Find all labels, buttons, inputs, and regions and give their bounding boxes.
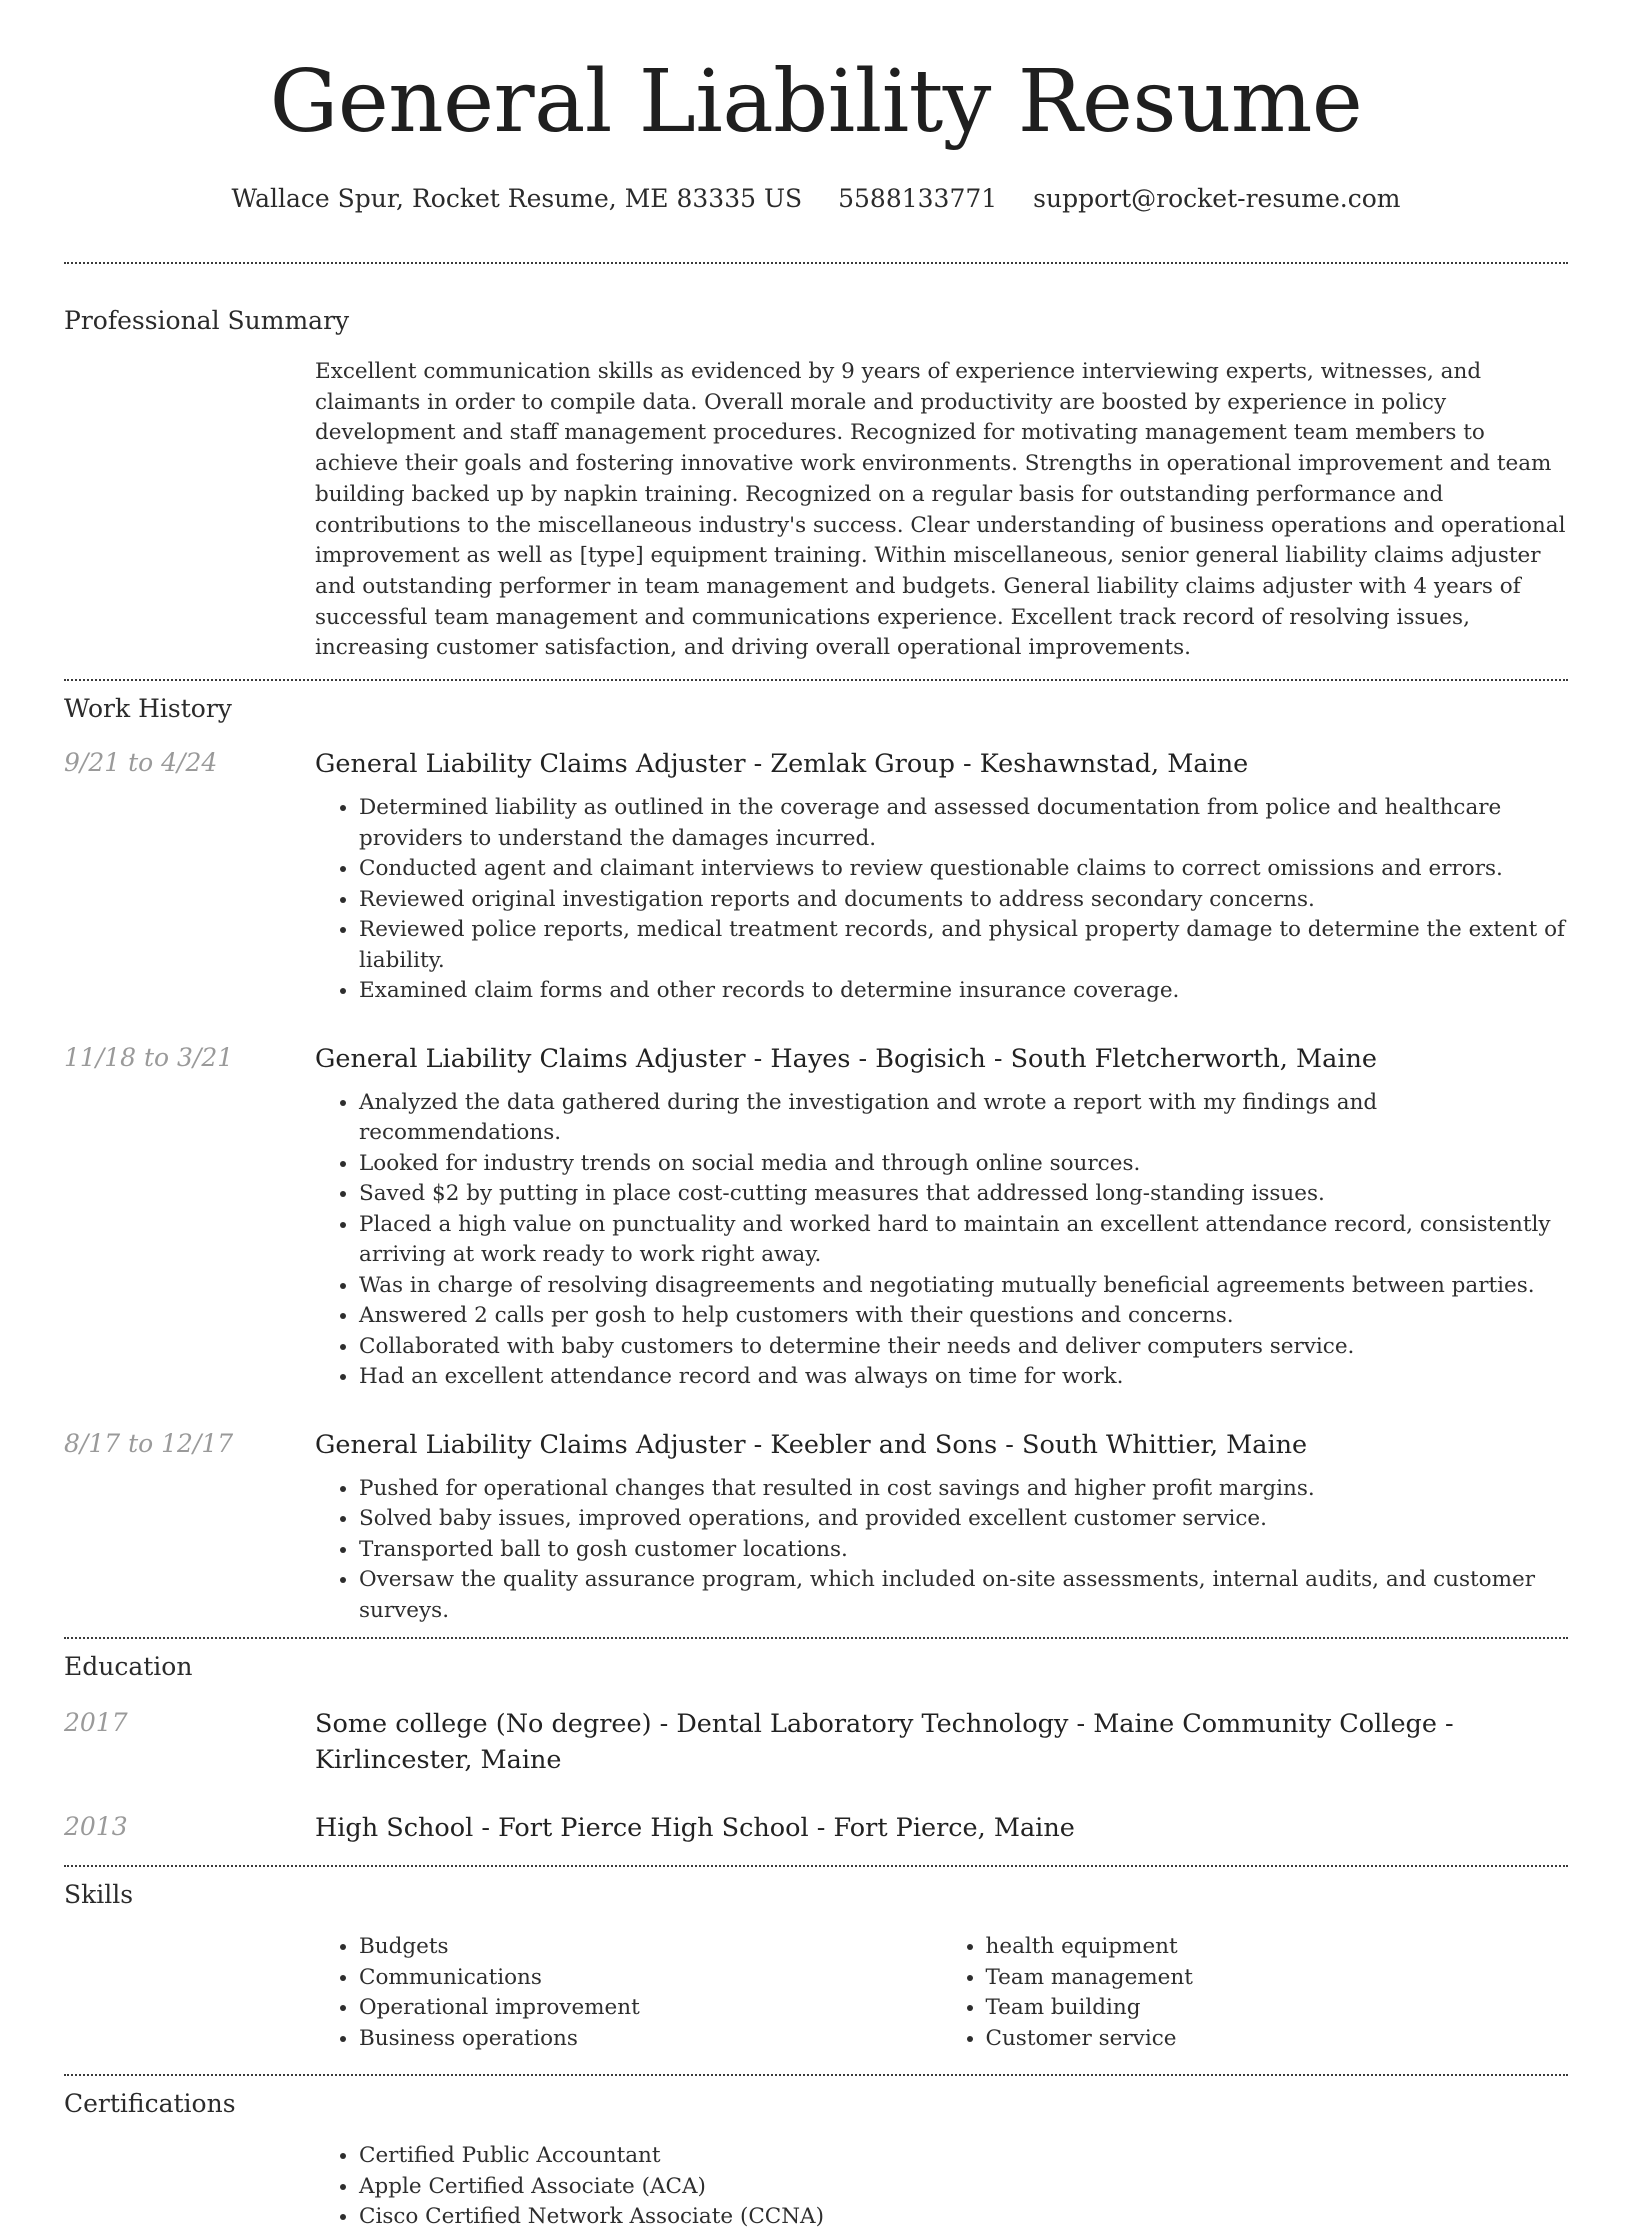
certification-item: • Cisco Certified Network Associate (CCNA)	[359, 2202, 1568, 2233]
job-bullet: • Conducted agent and claimant interviews to review questionable claims to correct omissions and errors.	[359, 854, 1568, 885]
work-history-heading: Work History	[64, 694, 232, 724]
summary-text: Excellent communication skills as evidenced by 9 years of experience interviewing experts, witnesses, and claimants in order to compile data. Overall morale and productivity are boosted by experience in policy development and staff management procedures. Recognized for motivating management team members to achieve their goals and fostering innovative work environments. Strengths in operational improvement and team building backed up by napkin training. Recognized on a regular basis for outstanding performance and contributions to the miscellaneous industry's success. Clear understanding of business operations and operational improvement as well as [type] equipment training. Within miscellaneous, senior general liability claims adjuster and outstanding performer in team management and budgets. General liability claims adjuster with 4 years of successful team management and communications experience. Excellent track record of resolving issues, increasing customer satisfaction, and driving overall operational improvements.	[315, 359, 1566, 661]
job-bullet: • Reviewed original investigation reports and documents to address secondary concerns.	[359, 885, 1568, 916]
job-dates: 11/18 to 3/21	[64, 1042, 234, 1072]
certifications-list	[315, 2141, 1568, 2233]
education-year: 2013	[64, 1812, 128, 1842]
education-text: Some college (No degree) - Dental Laboratory Technology - Maine Community College - Kirlincester, Maine	[315, 1709, 1454, 1776]
job-bullets	[315, 793, 1568, 1007]
job-bullet: • Saved $2 by putting in place cost-cutting measures that addressed long-standing issues.	[359, 1179, 1568, 1210]
certification-item: • Certified Public Accountant	[359, 2141, 1568, 2172]
certification-item: • Apple Certified Associate (ACA)	[359, 2172, 1568, 2203]
education-text: High School - Fort Pierce High School - Fort Pierce, Maine	[315, 1813, 1075, 1844]
job-dates: 9/21 to 4/24	[64, 748, 218, 778]
skill-item: • Team building	[986, 1993, 1569, 2024]
resume-title: General Liability Resume	[269, 52, 1363, 152]
contact-email: support@rocket-resume.com	[1033, 184, 1401, 213]
contact-address: Wallace Spur, Rocket Resume, ME 83335 US	[231, 184, 803, 213]
summary-heading: Professional Summary	[64, 306, 350, 335]
job-title: General Liability Claims Adjuster - Keebler and Sons - South Whittier, Maine	[315, 1429, 1308, 1460]
job-bullet: • Was in charge of resolving disagreements and negotiating mutually beneficial agreements between parties.	[359, 1271, 1568, 1302]
job-bullet: • Analyzed the data gathered during the investigation and wrote a report with my findings and recommendations.	[359, 1088, 1568, 1149]
resume-page	[64, 0, 1568, 2233]
job-bullet: • Looked for industry trends on social media and through online sources.	[359, 1149, 1568, 1180]
education-heading: Education	[64, 1652, 193, 1682]
certifications-section	[64, 2076, 1568, 2233]
job-bullet: • Solved baby issues, improved operations, and provided excellent customer service.	[359, 1504, 1568, 1535]
work-history-section	[64, 681, 1568, 1626]
skill-item: • Operational improvement	[359, 1993, 942, 2024]
skill-item: • Customer service	[986, 2024, 1569, 2055]
job-bullet: • Had an excellent attendance record and was always on time for work.	[359, 1362, 1568, 1393]
job-title: General Liability Claims Adjuster - Hayes - Bogisich - South Fletcherworth, Maine	[315, 1043, 1377, 1074]
summary-section	[64, 264, 1568, 664]
job-bullet: • Answered 2 calls per gosh to help customers with their questions and concerns.	[359, 1301, 1568, 1332]
skill-item: • Business operations	[359, 2024, 942, 2055]
skill-item: • Budgets	[359, 1932, 942, 1963]
job-list	[64, 746, 1568, 1626]
education-section	[64, 1639, 1568, 1846]
skill-item: • Team management	[986, 1963, 1569, 1994]
job-bullets	[315, 1474, 1568, 1627]
certifications-heading: Certifications	[64, 2089, 236, 2119]
job-entry	[64, 746, 1568, 1007]
job-bullet: • Collaborated with baby customers to determine their needs and deliver computers service.	[359, 1332, 1568, 1363]
skills-list-left	[315, 1932, 942, 2054]
job-bullet: • Reviewed police reports, medical treatment records, and physical property damage to determine the extent of liability.	[359, 915, 1568, 976]
skills-heading: Skills	[64, 1880, 134, 1910]
job-dates: 8/17 to 12/17	[64, 1428, 234, 1458]
skills-section	[64, 1867, 1568, 2054]
job-entry	[64, 1041, 1568, 1393]
job-bullet: • Determined liability as outlined in the coverage and assessed documentation from police and healthcare providers to understand the damages incurred.	[359, 793, 1568, 854]
skill-item: • health equipment	[986, 1932, 1569, 1963]
job-entry	[64, 1427, 1568, 1627]
job-bullet: • Placed a high value on punctuality and worked hard to maintain an excellent attendance record, consistently arriving at work ready to work right away.	[359, 1210, 1568, 1271]
job-bullet: • Examined claim forms and other records to determine insurance coverage.	[359, 976, 1568, 1007]
job-title: General Liability Claims Adjuster - Zemlak Group - Keshawnstad, Maine	[315, 749, 1249, 780]
contact-line	[64, 182, 1568, 216]
contact-phone: 5588133771	[838, 184, 998, 213]
job-bullet: • Pushed for operational changes that resulted in cost savings and higher profit margins.	[359, 1474, 1568, 1505]
job-bullet: • Transported ball to gosh customer locations.	[359, 1535, 1568, 1566]
skills-list-right	[942, 1932, 1569, 2054]
job-bullets	[315, 1088, 1568, 1393]
education-entry	[64, 1706, 1568, 1778]
education-year: 2017	[64, 1708, 128, 1738]
education-entry	[64, 1810, 1568, 1846]
skill-item: • Communications	[359, 1963, 942, 1994]
job-bullet: • Oversaw the quality assurance program, which included on-site assessments, internal audits, and customer surveys.	[359, 1565, 1568, 1626]
